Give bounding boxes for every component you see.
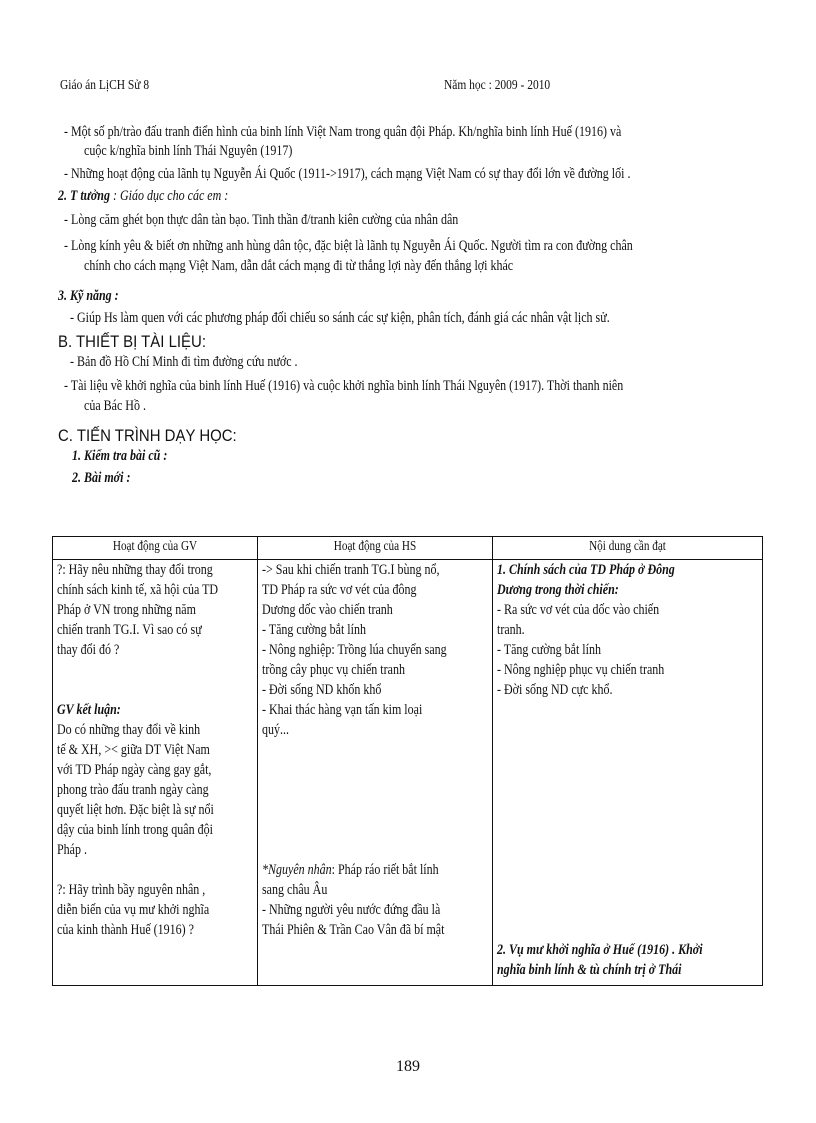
hs-a1-7: - Đời sống ND khốn khổ [262, 682, 382, 698]
page-number: 189 [396, 1058, 420, 1075]
objective-line-1: - Một số ph/trào đấu tranh điển hình của binh lính Việt Nam trong quân đội Pháp. Kh/nghĩa binh lính Huế (1916) và [64, 124, 622, 140]
step-bai-moi: 2. Bài mới : [72, 470, 131, 486]
nd-p1-5: - Đời sống ND cực khổ. [497, 682, 613, 698]
hs-cause-2: - Những người yêu nước đứng đầu là [262, 902, 441, 918]
nd-title-1a: 1. Chính sách của TD Pháp ở Đông [497, 562, 675, 578]
noidung-column [493, 560, 763, 986]
hs-a1-9: quý... [262, 722, 289, 738]
gv-conclusion-1: Do có những thay đổi về kinh [57, 722, 201, 738]
hs-a1-1: -> Sau khi chiến tranh TG.I bùng nổ, [262, 562, 440, 578]
hs-a1-5: - Nông nghiệp: Trồng lúa chuyển sang [262, 642, 447, 658]
gv-conclusion-5: quyết liệt hơn. Đặc biệt là sự nổi [57, 802, 214, 818]
hs-column [258, 560, 493, 986]
hs-a1-8: - Khai thác hàng vạn tấn kim loại [262, 702, 423, 718]
material-line-2: - Tài liệu về khởi nghĩa của binh lính Huế (1916) và cuộc khởi nghĩa binh lính Thái Nguyên (1917). Thời thanh niên [64, 378, 624, 394]
header-left: Giáo án LịCH Sử 8 [60, 78, 150, 93]
step-kiem-tra: 1. Kiểm tra bài cũ : [72, 448, 168, 464]
gv-q1-5: thay đổi đó ? [57, 642, 120, 658]
skill-line: - Giúp Hs làm quen với các phương pháp đối chiếu so sánh các sự kiện, phân tích, đánh giá các nhân vật lịch sử. [70, 310, 610, 326]
hs-a1-3: Dương dốc vào chiến tranh [262, 602, 393, 618]
section-ky-nang: 3. Kỹ năng : [58, 288, 119, 304]
attitude-line-2: - Lòng kính yêu & biết ơn những anh hùng dân tộc, đặc biệt là lãnh tụ Nguyễn Ái Quốc. Người tìm ra con đường chân [64, 238, 633, 254]
hs-cause-3: Thái Phiên & Trần Cao Vân đã bí mật [262, 922, 445, 938]
hs-a1-2: TD Pháp ra sức vơ vét của đông [262, 582, 417, 598]
nd-p1-2: tranh. [497, 622, 525, 638]
section-b-heading: B. THIẾT BỊ TÀI LIỆU: [58, 332, 206, 351]
nd-title-2b: nghĩa binh lính & tù chính trị ở Thái [497, 962, 682, 978]
gv-conclusion-4: phong trào đấu tranh ngày càng [57, 782, 209, 798]
gv-conclusion-title: GV kết luận: [57, 702, 121, 718]
hs-cause-text: : Pháp ráo riết bắt lính [331, 862, 439, 878]
section-tu-tuong-subtitle: : Giáo dục cho các em : [109, 188, 229, 204]
gv-q1-4: chiến tranh TG.I. Vì sao có sự [57, 622, 202, 638]
objective-line-3: - Những hoạt động của lãnh tụ Nguyễn Ái Quốc (1911->1917), cách mạng Việt Nam có sự thay đổi lớn về đường lối . [64, 166, 631, 182]
objective-line-2: cuộc k/nghĩa binh lính Thái Nguyên (1917) [84, 143, 293, 159]
gv-q1-1: ?: Hãy nêu những thay đổi trong [57, 562, 213, 578]
header-hs: Hoạt động của HS [258, 537, 493, 560]
section-tu-tuong [58, 188, 228, 205]
gv-q1-2: chính sách kinh tế, xã hội của TD [57, 582, 219, 598]
attitude-line-3: chính cho cách mạng Việt Nam, dẫn dắt cách mạng đi từ thắng lợi này đến thắng lợi khác [84, 258, 514, 274]
section-c-heading: C. TIẾN TRÌNH DẠY HỌC: [58, 426, 237, 445]
material-line-3: của Bác Hồ . [84, 398, 146, 414]
nd-p1-4: - Nông nghiệp phục vụ chiến tranh [497, 662, 665, 678]
nd-title-1b: Dương trong thời chiến: [497, 582, 619, 598]
attitude-line-1: - Lòng căm ghét bọn thực dân tàn bạo. Tinh thần đ/tranh kiên cường của nhân dân [64, 212, 459, 228]
gv-q2-2: diễn biến của vụ mư khởi nghĩa [57, 902, 210, 918]
section-tu-tuong-title: 2. T tưởng [58, 188, 110, 204]
header-gv: Hoạt động của GV [53, 537, 258, 560]
gv-q1-3: Pháp ở VN trong những năm [57, 602, 196, 618]
hs-a1-4: - Tăng cường bắt lính [262, 622, 366, 638]
gv-conclusion-7: Pháp . [57, 842, 87, 858]
nd-title-2a: 2. Vụ mư khởi nghĩa ở Huế (1916) . Khởi [497, 942, 703, 958]
header-noidung: Nội dung cần đạt [493, 537, 763, 560]
nd-p1-3: - Tăng cường bắt lính [497, 642, 601, 658]
hs-cause-label: *Nguyên nhân [262, 862, 332, 878]
lesson-table [52, 536, 763, 986]
header-right: Năm học : 2009 - 2010 [444, 78, 551, 93]
hs-cause-1: sang châu Âu [262, 882, 328, 898]
gv-conclusion-3: với TD Pháp ngày càng gay gắt, [57, 762, 212, 778]
table-row [53, 560, 763, 986]
material-line-1: - Bản đồ Hồ Chí Minh đi tìm đường cứu nước . [70, 354, 298, 370]
nd-p1-1: - Ra sức vơ vét của dốc vào chiến [497, 602, 660, 618]
gv-q2-1: ?: Hãy trình bầy nguyên nhân , [57, 882, 206, 898]
table-header-row [53, 537, 763, 560]
hs-a1-6: trồng cây phục vụ chiến tranh [262, 662, 405, 678]
gv-column [53, 560, 258, 986]
hs-cause [262, 860, 488, 880]
gv-q2-3: của kinh thành Huế (1916) ? [57, 922, 194, 938]
gv-conclusion-2: tế & XH, >< giữa DT Việt Nam [57, 742, 210, 758]
gv-conclusion-6: dậy của binh lính trong quân đội [57, 822, 213, 838]
